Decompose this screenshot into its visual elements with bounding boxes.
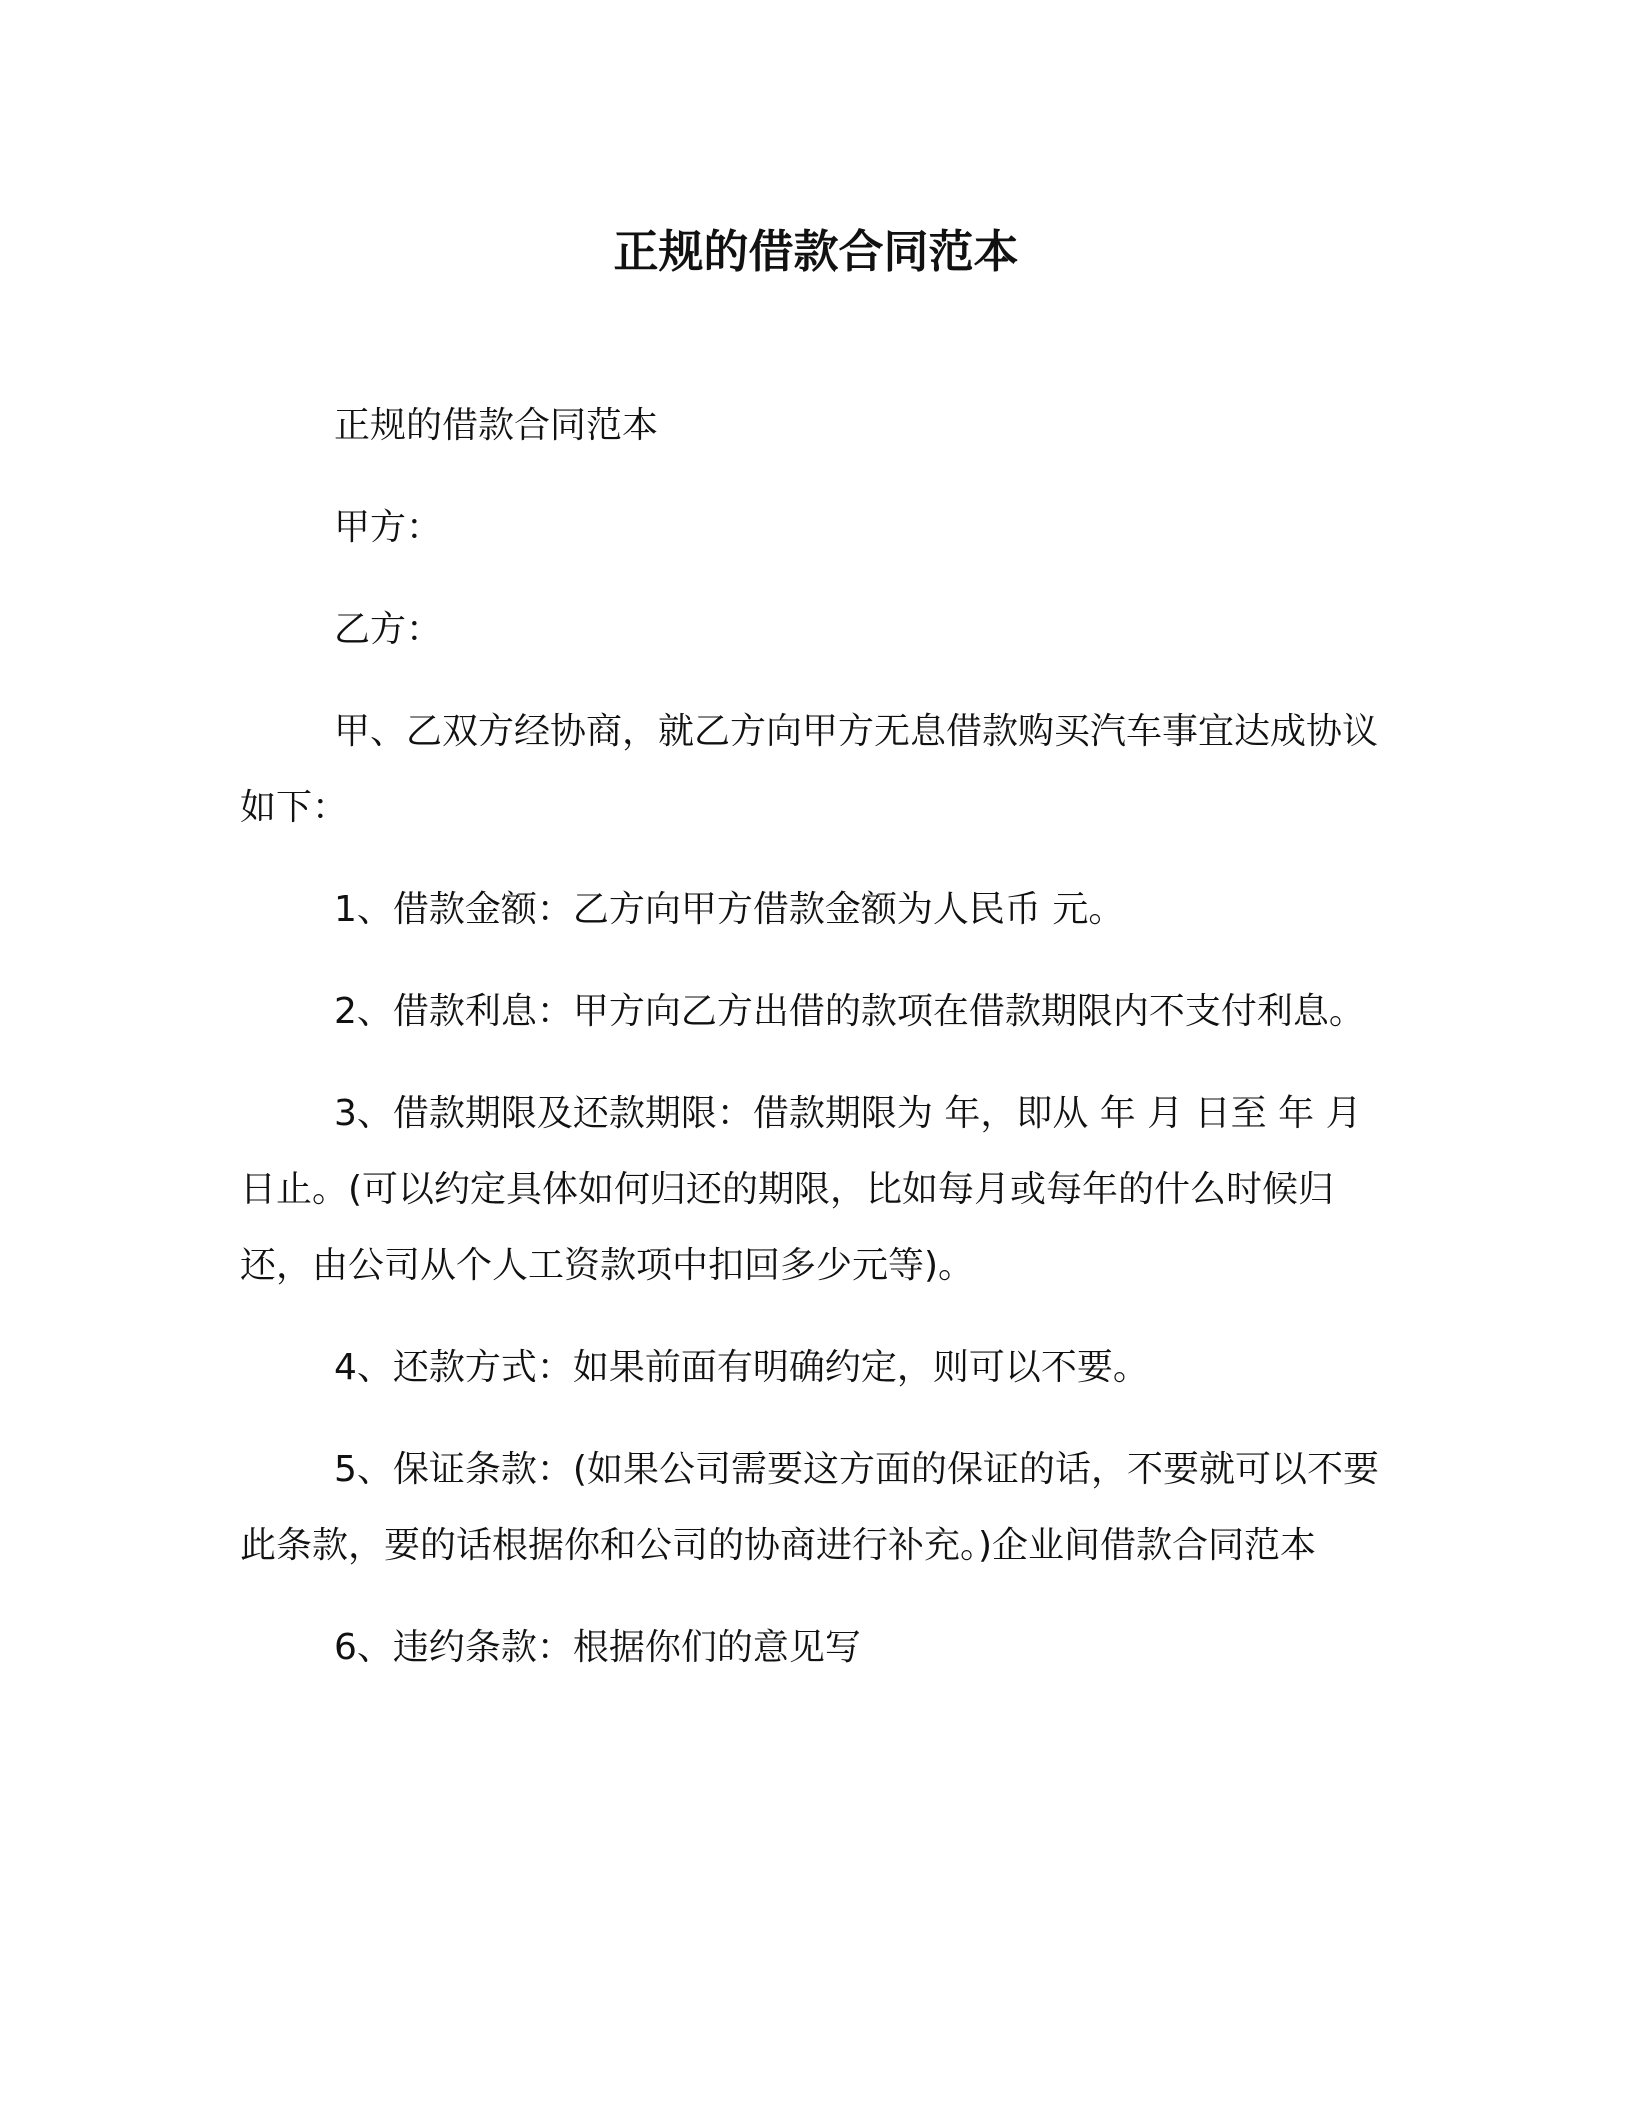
party-b-line: 乙方： — [334, 609, 443, 650]
document-title: 正规的借款合同范本 — [613, 225, 1019, 278]
document-body — [240, 388, 1380, 1712]
party-a-line: 甲方： — [334, 507, 443, 548]
clause-repayment-method: 4、还款方式：如果前面有明确约定，则可以不要。 — [334, 1347, 1149, 1388]
clause-loan-term: 3、借款期限及还款期限：借款期限为 年，即从 年 月 日至 年 月日止。(可以约定具体如何归还的期限，比如每月或每年的什么时候归还，由公司从个人工资款项中扣回多少元等)。 — [240, 1093, 1362, 1286]
clause-loan-amount: 1、借款金额：乙方向甲方借款金额为人民币 元。 — [334, 889, 1125, 930]
subtitle-paragraph: 正规的借款合同范本 — [334, 405, 659, 446]
clause-loan-interest: 2、借款利息：甲方向乙方出借的款项在借款期限内不支付利息。 — [334, 991, 1365, 1032]
clause-guarantee: 5、保证条款：(如果公司需要这方面的保证的话，不要就可以不要此条款，要的话根据你和公司的协商进行补充。)企业间借款合同范本 — [240, 1449, 1379, 1566]
preamble-paragraph: 甲、乙双方经协商，就乙方向甲方无息借款购买汽车事宜达成协议如下： — [240, 711, 1379, 828]
clause-breach: 6、违约条款：根据你们的意见写 — [334, 1627, 861, 1668]
